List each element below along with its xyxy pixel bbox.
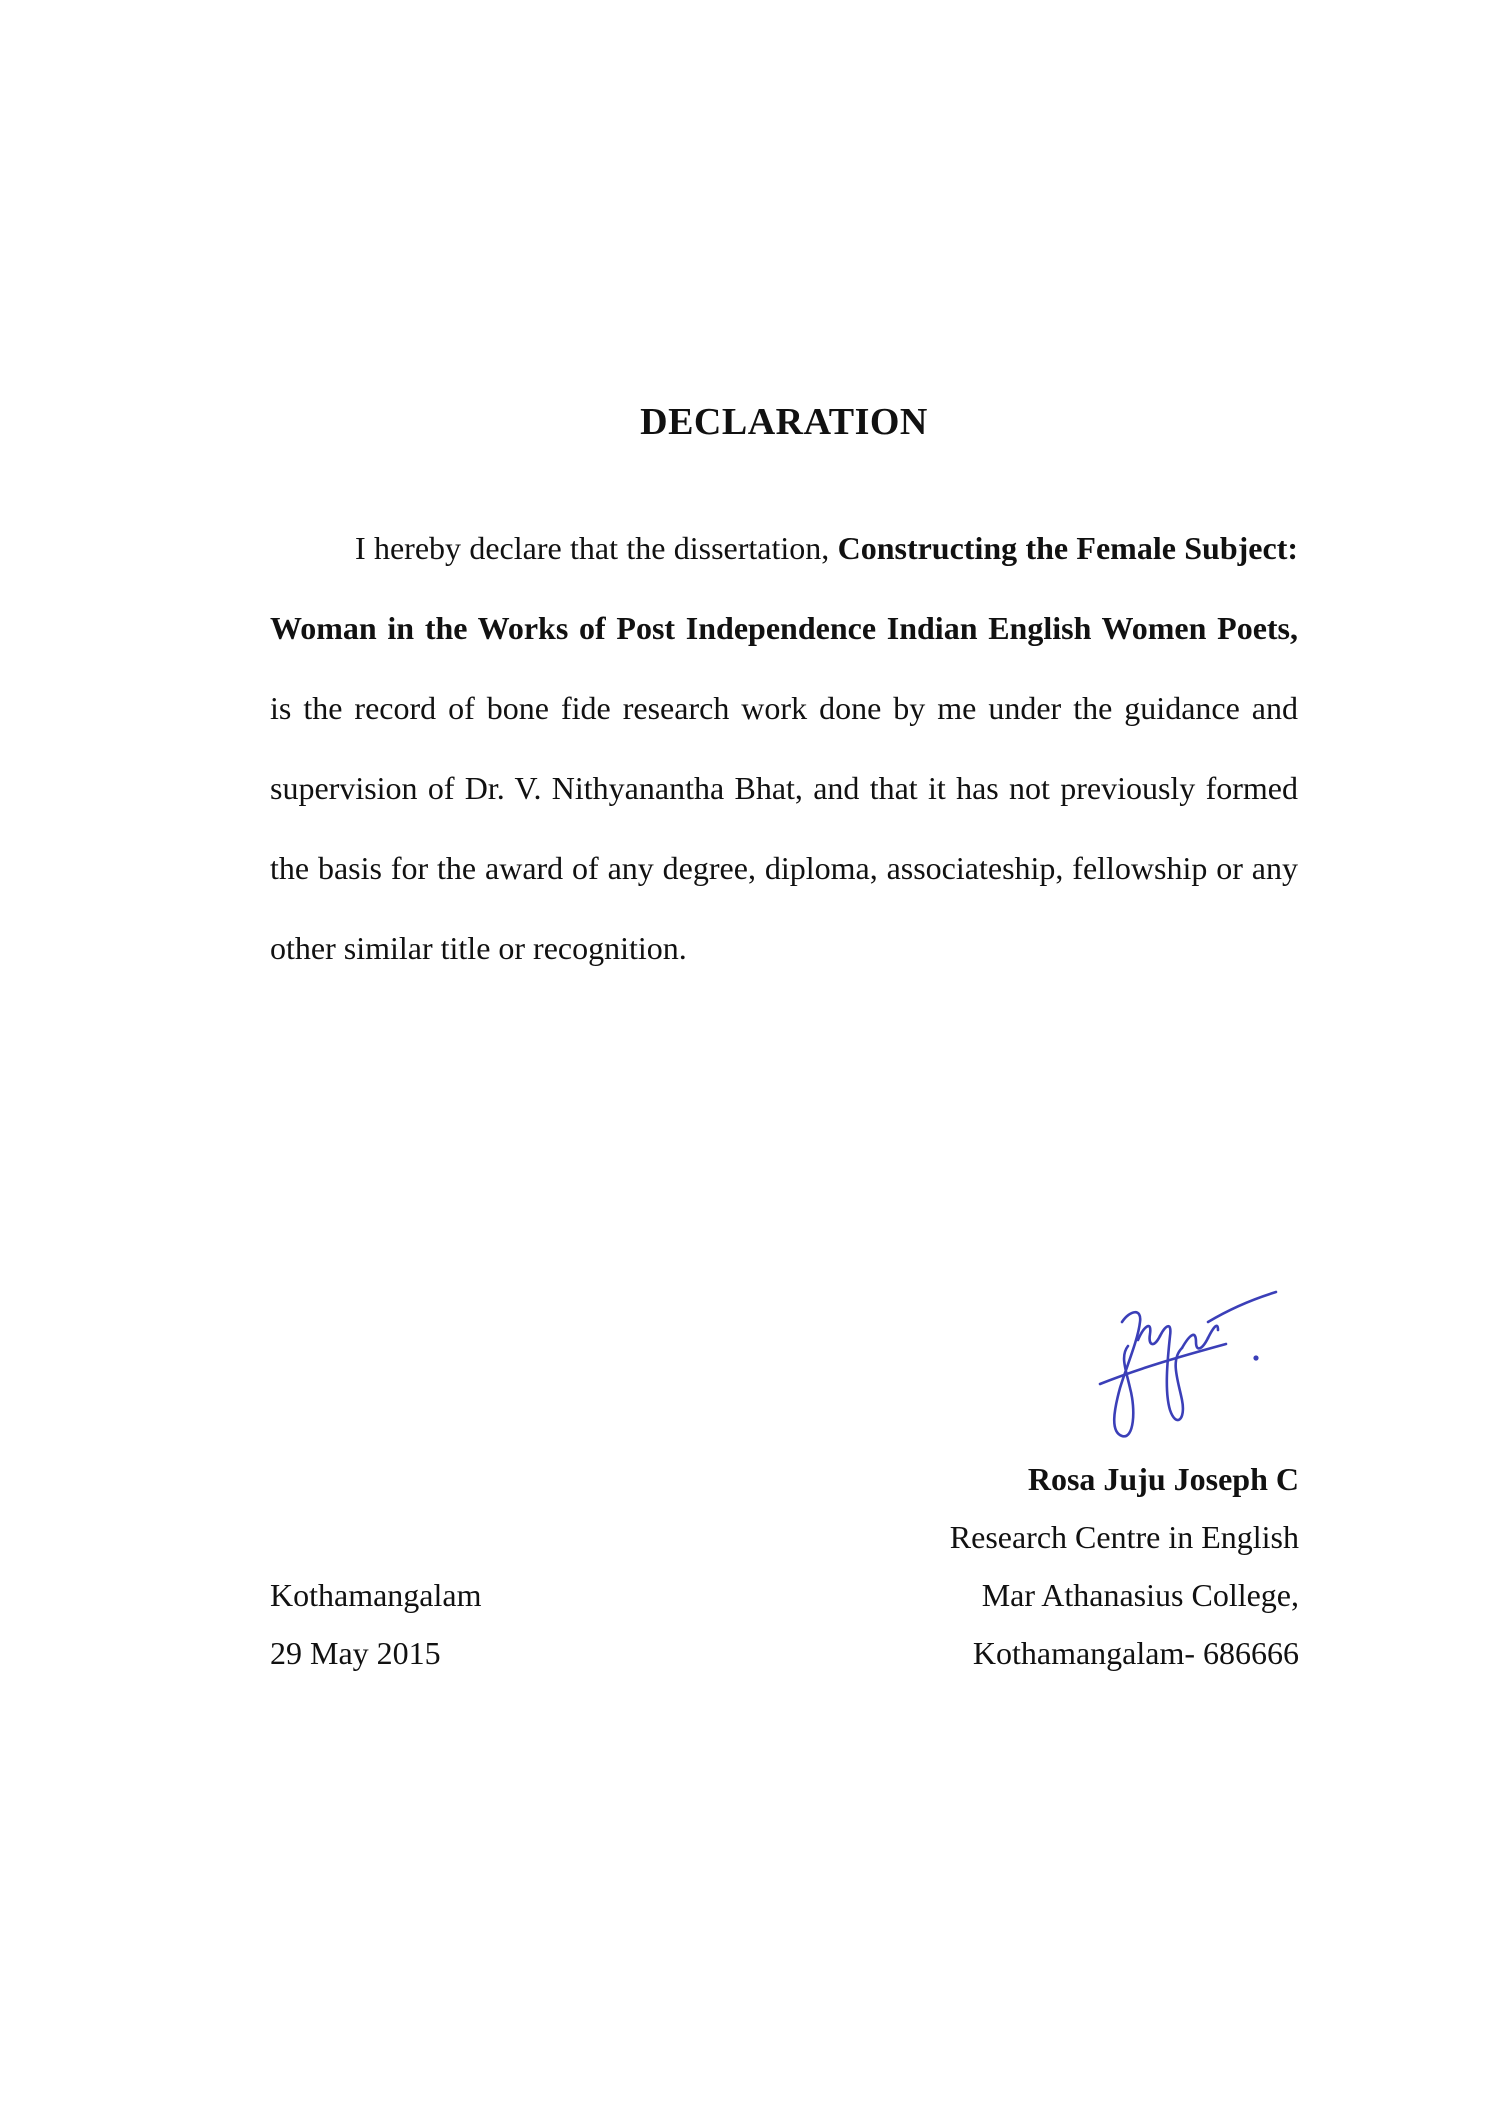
place-date-block bbox=[270, 1566, 481, 1682]
handwritten-signature bbox=[1090, 1260, 1290, 1450]
date: 29 May 2015 bbox=[270, 1635, 441, 1671]
page-title: DECLARATION bbox=[640, 401, 928, 443]
paragraph-rest: is the record of bone fide research work done by me under the guidance and supervision of Dr. V. Nithyanantha Bhat, and that it has not previously formed the basis for the award of any degree, diploma, associateship, fellowship or any other similar title or recognition. bbox=[270, 690, 1298, 966]
signatory-name: Rosa Juju Joseph C bbox=[1027, 1461, 1299, 1497]
signatory-block bbox=[950, 1450, 1299, 1682]
signatory-address: Kothamangalam- 686666 bbox=[972, 1635, 1299, 1671]
place: Kothamangalam bbox=[270, 1577, 482, 1613]
dissertation-title: Constructing the Female Subject: Woman in the Works of Post Independence Indian English Women Poets, bbox=[270, 530, 1299, 646]
paragraph-intro: I hereby declare that the dissertation, bbox=[355, 530, 838, 566]
declaration-paragraph bbox=[270, 508, 1298, 988]
signatory-college: Mar Athanasius College, bbox=[981, 1577, 1299, 1613]
signatory-department: Research Centre in English bbox=[949, 1519, 1299, 1555]
